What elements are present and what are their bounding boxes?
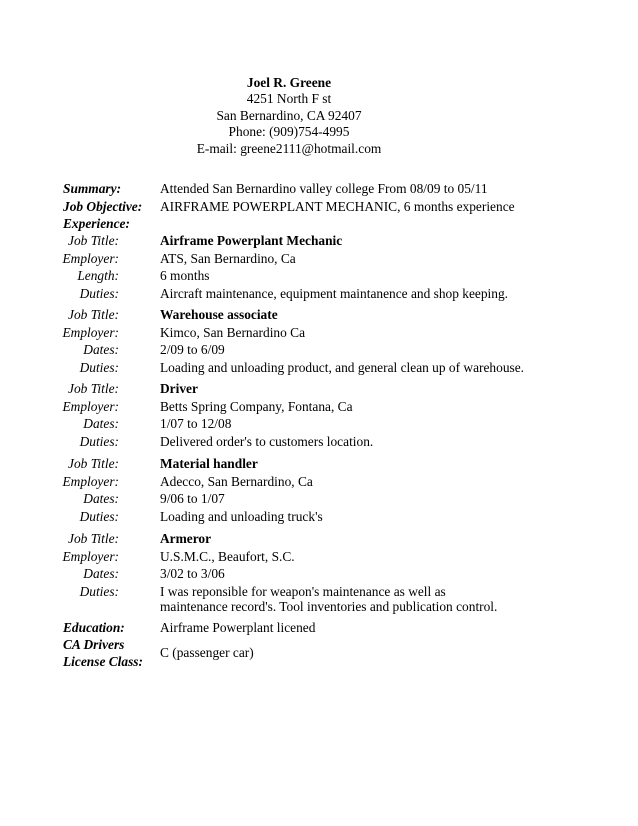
employer-label: Employer: [62,324,119,340]
license-value: C (passenger car) [160,645,254,660]
duties-label: Duties: [79,433,119,449]
education-value: Airframe Powerplant licened [160,620,316,635]
job-title: Driver [160,381,198,396]
street-address: 4251 North F st [246,91,332,107]
experience-label: Experience: [63,216,130,231]
license-label: CA Drivers License Class: [63,637,143,669]
summary-value: Attended San Bernardino valley college From 08/09 to 05/11 [160,181,488,196]
resume-header [0,75,578,157]
dates-label: Dates: [83,566,119,581]
employer: Kimco, San Bernardino Ca [160,324,306,340]
duties: Delivered order's to customers location. [160,433,374,449]
phone-number: Phone: (909)754-4995 [228,124,350,140]
duties: Loading and unloading truck's [160,508,323,524]
length: 6 months [160,268,210,283]
job-entry [0,232,600,302]
job-title: Armeror [160,531,212,546]
duties-label: Duties: [79,359,119,375]
employer-label: Employer: [62,473,119,489]
job-entry [0,380,600,450]
job-title: Material handler [160,456,258,471]
education-label: Education: [63,620,125,635]
length-label: Length: [77,268,119,283]
dates: 1/07 to 12/08 [160,416,232,431]
job-entry [0,306,600,376]
dates: 3/02 to 3/06 [160,566,225,581]
duties-label: Duties: [79,285,119,301]
employer: U.S.M.C., Beaufort, S.C. [160,548,295,564]
dates: 2/09 to 6/09 [160,342,225,357]
duties-label: Duties: [79,583,119,599]
job-title-label: Job Title: [68,307,119,322]
duties: Loading and unloading product, and general clean up of warehouse. [160,359,525,375]
job-title-label: Job Title: [68,233,119,248]
duties: I was reponsible for weapon's maintenance as well as maintenance record's. Tool inventories and publication control. [160,583,498,614]
employer-label: Employer: [62,398,119,414]
duties: Aircraft maintenance, equipment maintanence and shop keeping. [160,285,509,301]
dates-label: Dates: [83,342,119,357]
job-entry [0,530,600,617]
city-state-zip: San Bernardino, CA 92407 [216,107,362,123]
job-title: Airframe Powerplant Mechanic [160,233,343,248]
employer-label: Employer: [62,250,119,266]
objective-value: AIRFRAME POWERPLANT MECHANIC, 6 months experience [160,199,515,214]
employer: ATS, San Bernardino, Ca [160,250,296,266]
candidate-name: Joel R. Greene [246,75,332,90]
objective-label: Job Objective: [63,199,143,214]
dates: 9/06 to 1/07 [160,491,225,506]
dates-label: Dates: [83,491,119,506]
employer: Betts Spring Company, Fontana, Ca [160,398,353,414]
job-entry [0,455,600,525]
email-address: E-mail: greene2111@hotmail.com [196,140,382,156]
job-title-label: Job Title: [68,531,119,546]
employer: Adecco, San Bernardino, Ca [160,473,313,489]
dates-label: Dates: [83,416,119,431]
job-title-label: Job Title: [68,456,119,471]
employer-label: Employer: [62,548,119,564]
job-title: Warehouse associate [160,307,278,322]
duties-label: Duties: [79,508,119,524]
summary-label: Summary: [63,181,122,196]
job-title-label: Job Title: [68,381,119,396]
